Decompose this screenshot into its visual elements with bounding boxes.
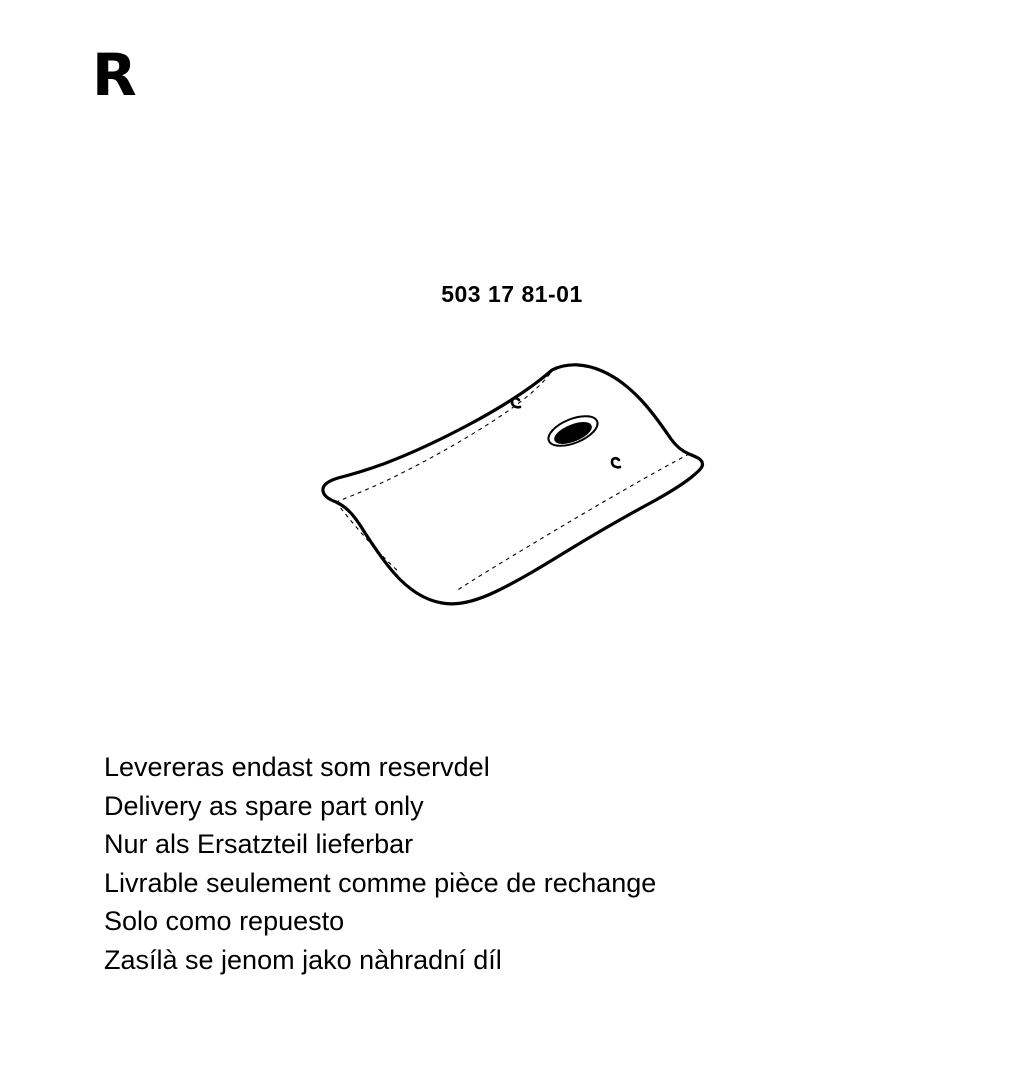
page-corner-mark: R — [92, 41, 136, 109]
notice-line-en: Delivery as spare part only — [104, 790, 424, 821]
notice-line-sv: Levereras endast som reservdel — [104, 752, 490, 782]
part-illustration — [290, 345, 760, 635]
spare-part-notice — [104, 748, 924, 979]
notice-line-fr: Livrable seulement comme pièce de rechange — [104, 867, 657, 898]
part-number-label: 503 17 81-01 — [441, 281, 583, 307]
notice-line-de: Nur als Ersatzteil lieferbar — [104, 829, 414, 859]
notice-line-es: Solo como repuesto — [104, 906, 345, 936]
notice-line-cs: Zasílà se jenom jako nàhradní díl — [104, 944, 502, 975]
bottom-plate-drawing-svg — [290, 345, 760, 635]
